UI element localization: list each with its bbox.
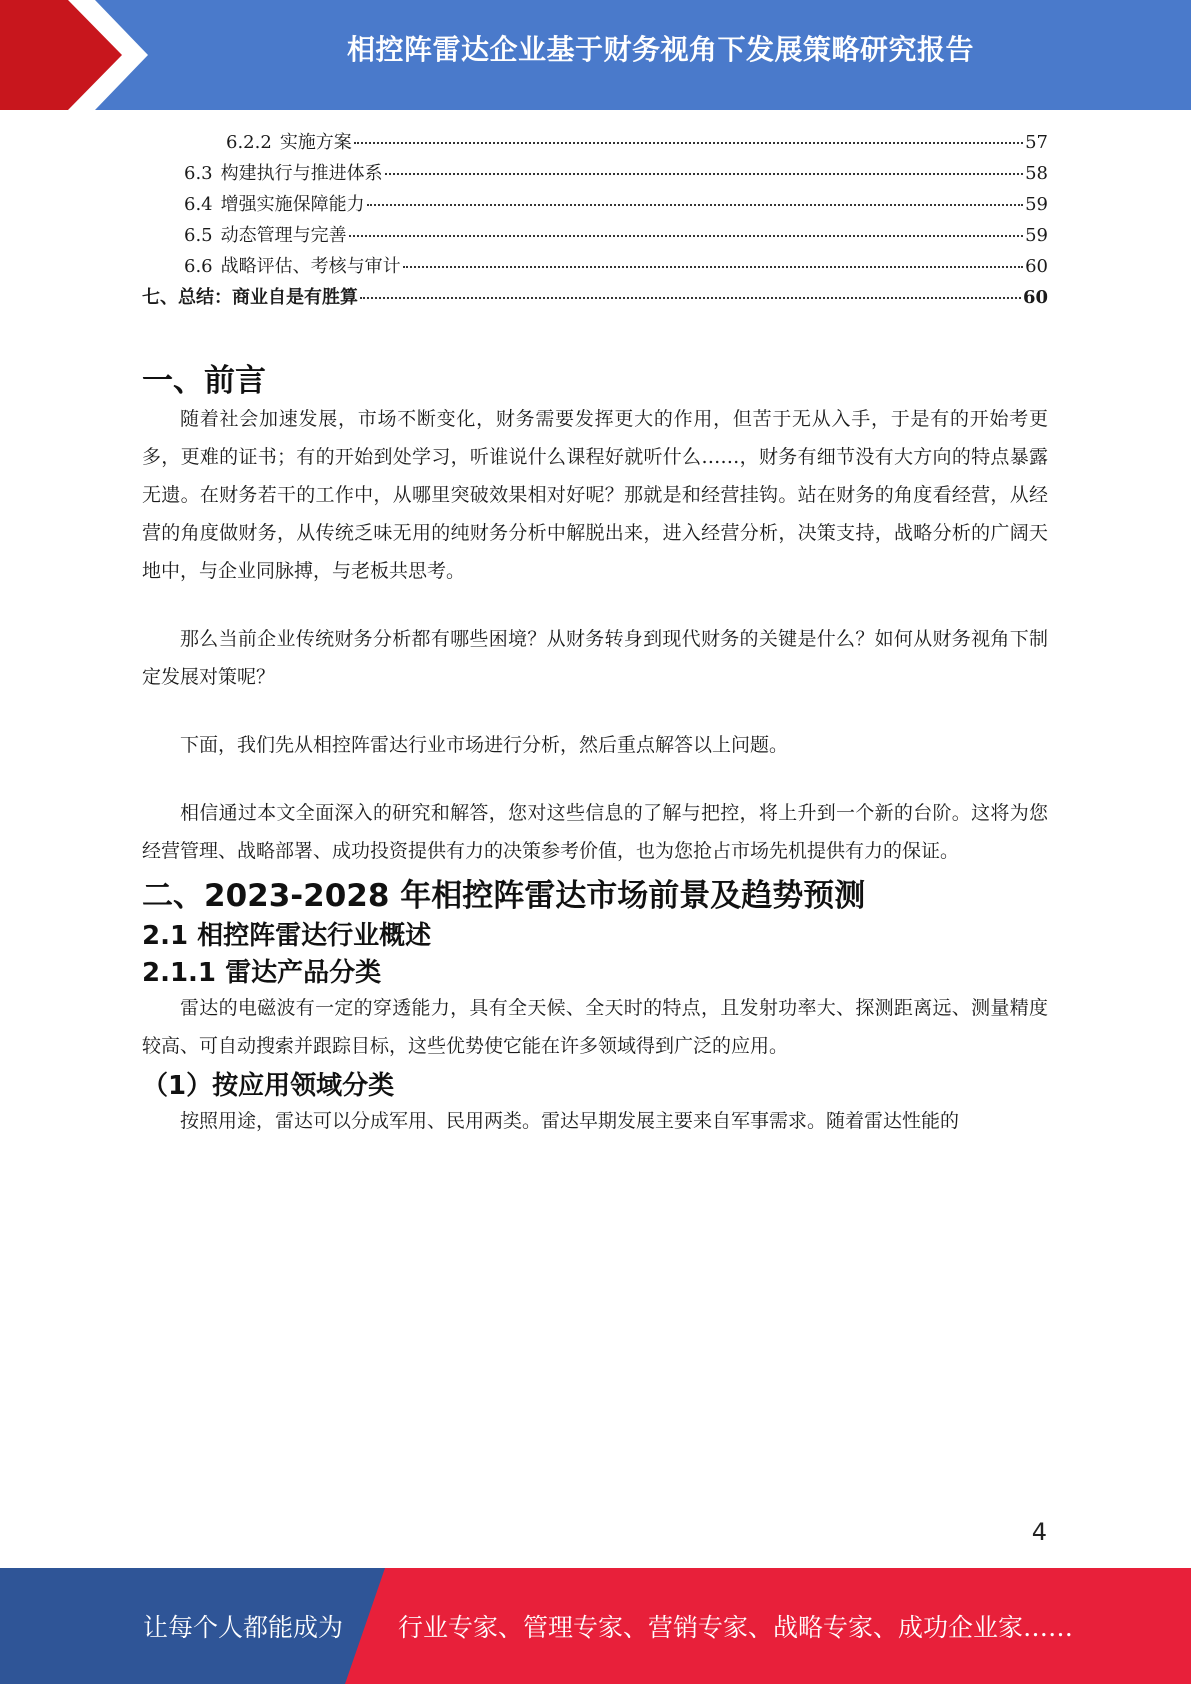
subsection-heading: 2.1.1 雷达产品分类 bbox=[142, 958, 382, 988]
footer-slogan-left: 让每个人都能成为 bbox=[143, 1613, 344, 1642]
toc-title: 构建执行与推进体系 bbox=[220, 163, 383, 184]
toc-leader-dots bbox=[367, 204, 1023, 206]
toc-number: 6.3 bbox=[184, 163, 213, 184]
toc-entry[interactable] bbox=[142, 190, 1048, 221]
toc-page-number: 59 bbox=[1025, 225, 1048, 246]
report-title: 相控阵雷达企业基于财务视角下发展策略研究报告 bbox=[346, 33, 974, 66]
toc-page-number: 60 bbox=[1025, 256, 1048, 277]
toc-leader-dots bbox=[403, 266, 1023, 268]
paragraph: 随着社会加速发展，市场不断变化，财务需要发挥更大的作用，但苦于无从入手，于是有的开始考更多，更难的证书；有的开始到处学习，听谁说什么课程好就听什么……，财务有细节没有大方向的特点暴露无遗。在财务若干的工作中，从哪里突破效果相对好呢？那就是和经营挂钩。站在财务的角度看经营，从经营的角度做财务，从传统乏味无用的纯财务分析中解脱出来，进入经营分析，决策支持，战略分析的广阔天地中，与企业同脉搏，与老板共思考。 bbox=[142, 408, 1048, 582]
toc-number: 6.5 bbox=[184, 225, 213, 246]
paragraph: 那么当前企业传统财务分析都有哪些困境？从财务转身到现代财务的关键是什么？如何从财务视角下制定发展对策呢？ bbox=[142, 628, 1048, 688]
toc-number: 6.6 bbox=[184, 256, 213, 277]
paragraph: 下面，我们先从相控阵雷达行业市场进行分析，然后重点解答以上问题。 bbox=[180, 734, 789, 756]
page-header bbox=[0, 0, 1191, 110]
paragraph: 按照用途，雷达可以分成军用、民用两类。雷达早期发展主要来自军事需求。随着雷达性能的 bbox=[180, 1110, 960, 1132]
toc-number: 6.2.2 bbox=[226, 132, 272, 153]
section-heading-preface: 一、前言 bbox=[142, 363, 266, 399]
toc-page-number: 58 bbox=[1025, 163, 1048, 184]
footer-slogan-right: 行业专家、管理专家、营销专家、战略专家、成功企业家…… bbox=[398, 1613, 1074, 1642]
toc-page-number: 57 bbox=[1025, 132, 1048, 153]
table-of-contents bbox=[142, 128, 1048, 314]
toc-entry[interactable] bbox=[142, 252, 1048, 283]
toc-page-number: 60 bbox=[1022, 287, 1048, 308]
toc-number: 6.4 bbox=[184, 194, 213, 215]
page-number: 4 bbox=[1031, 1518, 1047, 1546]
paragraph: 相信通过本文全面深入的研究和解答，您对这些信息的了解与把控，将上升到一个新的台阶。这将为您经营管理、战略部署、成功投资提供有力的决策参考价值，也为您抢占市场先机提供有力的保证。 bbox=[142, 802, 1048, 862]
toc-leader-dots bbox=[354, 142, 1023, 144]
page-footer bbox=[0, 1568, 1191, 1684]
toc-title: 实施方案 bbox=[279, 132, 352, 153]
toc-leader-dots bbox=[360, 297, 1021, 299]
chevron-logo-icon bbox=[0, 0, 160, 110]
toc-title: 增强实施保障能力 bbox=[220, 194, 365, 215]
toc-entry[interactable] bbox=[142, 221, 1048, 252]
toc-title: 七、总结：商业自是有胜算 bbox=[142, 287, 358, 308]
toc-leader-dots bbox=[385, 173, 1023, 175]
toc-page-number: 59 bbox=[1025, 194, 1048, 215]
toc-entry[interactable] bbox=[142, 159, 1048, 190]
toc-title: 动态管理与完善 bbox=[220, 225, 347, 246]
paragraph: 雷达的电磁波有一定的穿透能力，具有全天候、全天时的特点，且发射功率大、探测距离远、测量精度较高、可自动搜索并跟踪目标，这些优势使它能在许多领域得到广泛的应用。 bbox=[142, 997, 1048, 1057]
toc-entry[interactable] bbox=[142, 128, 1048, 159]
document-body bbox=[142, 355, 1048, 1140]
toc-leader-dots bbox=[349, 235, 1023, 237]
toc-title: 战略评估、考核与审计 bbox=[220, 256, 401, 277]
section-heading-market-outlook: 二、2023-2028 年相控阵雷达市场前景及趋势预测 bbox=[142, 878, 866, 914]
subsection-heading: （1）按应用领域分类 bbox=[142, 1071, 395, 1101]
subsection-heading: 2.1 相控阵雷达行业概述 bbox=[142, 921, 432, 951]
toc-entry[interactable] bbox=[142, 283, 1048, 314]
